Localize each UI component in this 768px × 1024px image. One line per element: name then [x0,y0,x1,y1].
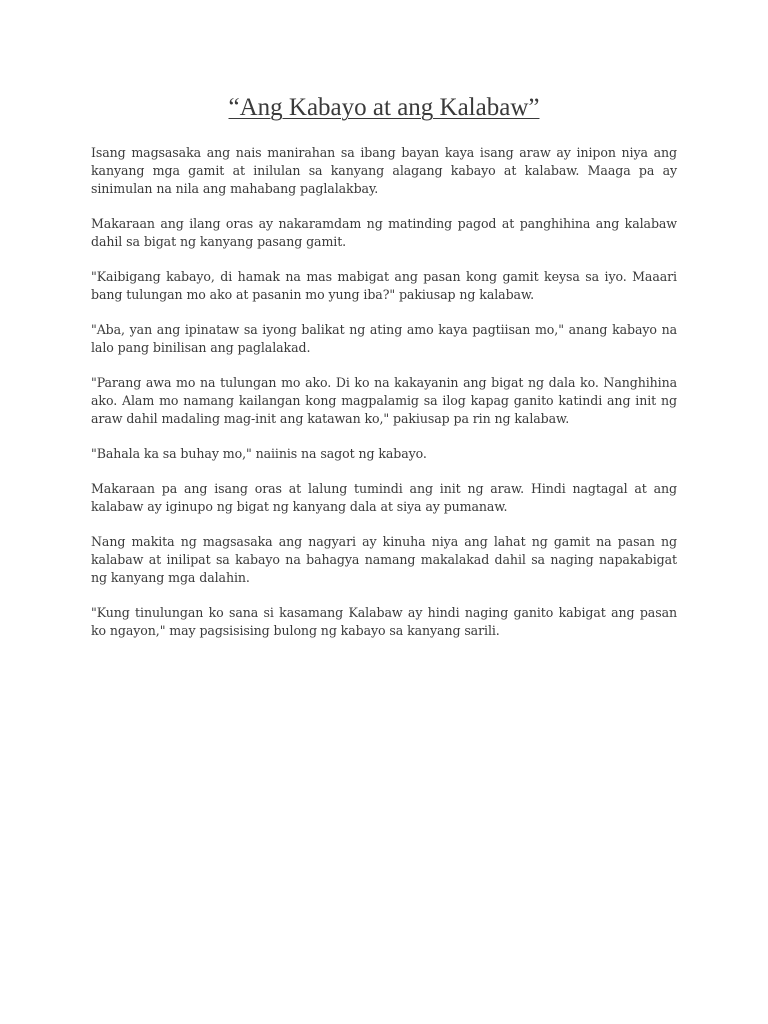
paragraph-4: "Aba, yan ang ipinataw sa iyong balikat ng ating amo kaya pagtiisan mo," anang kabayo na lalo pang binilisan ang paglalakad. [91,322,677,355]
paragraph-5: "Parang awa mo na tulungan mo ako. Di ko na kakayanin ang bigat ng dala ko. Nanghihina ako. Alam mo namang kailangan kong magpalamig sa ilog kapag ganito katindi ang init ng araw dahil madaling mag-init ang katawan ko," pakiusap pa rin ng kalabaw. [91,375,677,426]
paragraph-9: "Kung tinulungan ko sana si kasamang Kalabaw ay hindi naging ganito kabigat ang pasan ko ngayon," may pagsisising bulong ng kabayo sa kanyang sarili. [91,605,677,638]
paragraph-1: Isang magsasaka ang nais manirahan sa ibang bayan kaya isang araw ay inipon niya ang kanyang mga gamit at inilulan sa kanyang alagang kabayo at kalabaw. Maaga pa ay sinimulan na nila ang mahabang paglalakbay. [91,145,677,196]
paragraph-6: "Bahala ka sa buhay mo," naiinis na sagot ng kabayo. [91,446,427,461]
paragraph-8: Nang makita ng magsasaka ang nagyari ay kinuha niya ang lahat ng gamit na pasan ng kalabaw at inilipat sa kabayo na bahagya namang makalakad dahil sa naging napakabigat ng kanyang mga dalahin. [91,534,677,585]
paragraph-7: Makaraan pa ang isang oras at lalung tumindi ang init ng araw. Hindi nagtagal at ang kalabaw ay iginupo ng bigat ng kanyang dala at siya ay pumanaw. [91,481,677,514]
paragraph-2: Makaraan ang ilang oras ay nakaramdam ng matinding pagod at panghihina ang kalabaw dahil sa bigat ng kanyang pasang gamit. [91,216,677,249]
document-page [91,92,677,657]
paragraph-3: "Kaibigang kabayo, di hamak na mas mabigat ang pasan kong gamit keysa sa iyo. Maaari bang tulungan mo ako at pasanin mo yung iba?" pakiusap ng kalabaw. [91,269,677,302]
document-title: “Ang Kabayo at ang Kalabaw” [228,94,540,121]
